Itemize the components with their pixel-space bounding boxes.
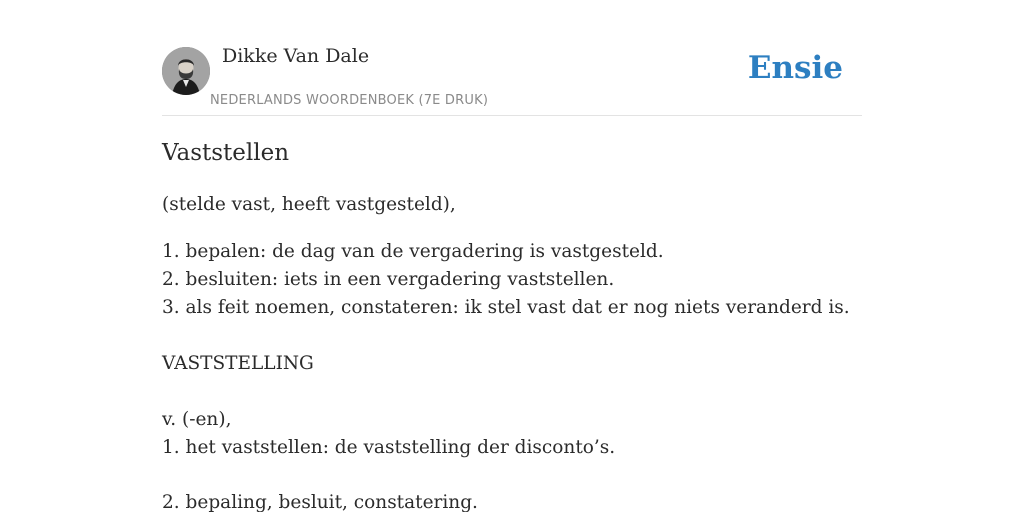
subentry-forms: v. (-en), <box>162 409 232 430</box>
definition-item: 3. als feit noemen, constateren: ik stel vast dat er nog niets veranderd is. <box>162 297 850 318</box>
source-label[interactable]: NEDERLANDS WOORDENBOEK (7E DRUK) <box>210 93 489 108</box>
entry-header <box>162 0 862 116</box>
author-avatar-icon[interactable] <box>162 47 210 95</box>
definition-item: 1. bepalen: de dag van de vergadering is vastgesteld. <box>162 241 664 262</box>
author-name[interactable]: Dikke Van Dale <box>222 45 370 67</box>
definition-item: 2. besluiten: iets in een vergadering vaststellen. <box>162 269 615 290</box>
entry-title: Vaststellen <box>162 140 290 166</box>
entry-card <box>162 0 862 512</box>
entry-forms: (stelde vast, heeft vastgesteld), <box>162 194 456 215</box>
brand-logo[interactable]: Ensie <box>747 50 843 86</box>
subentry-heading: VASTSTELLING <box>162 353 314 374</box>
subentry-definition-item: 1. het vaststellen: de vaststelling der disconto’s. <box>162 437 616 458</box>
subentry-definition-item: 2. bepaling, besluit, constatering. <box>162 492 478 512</box>
